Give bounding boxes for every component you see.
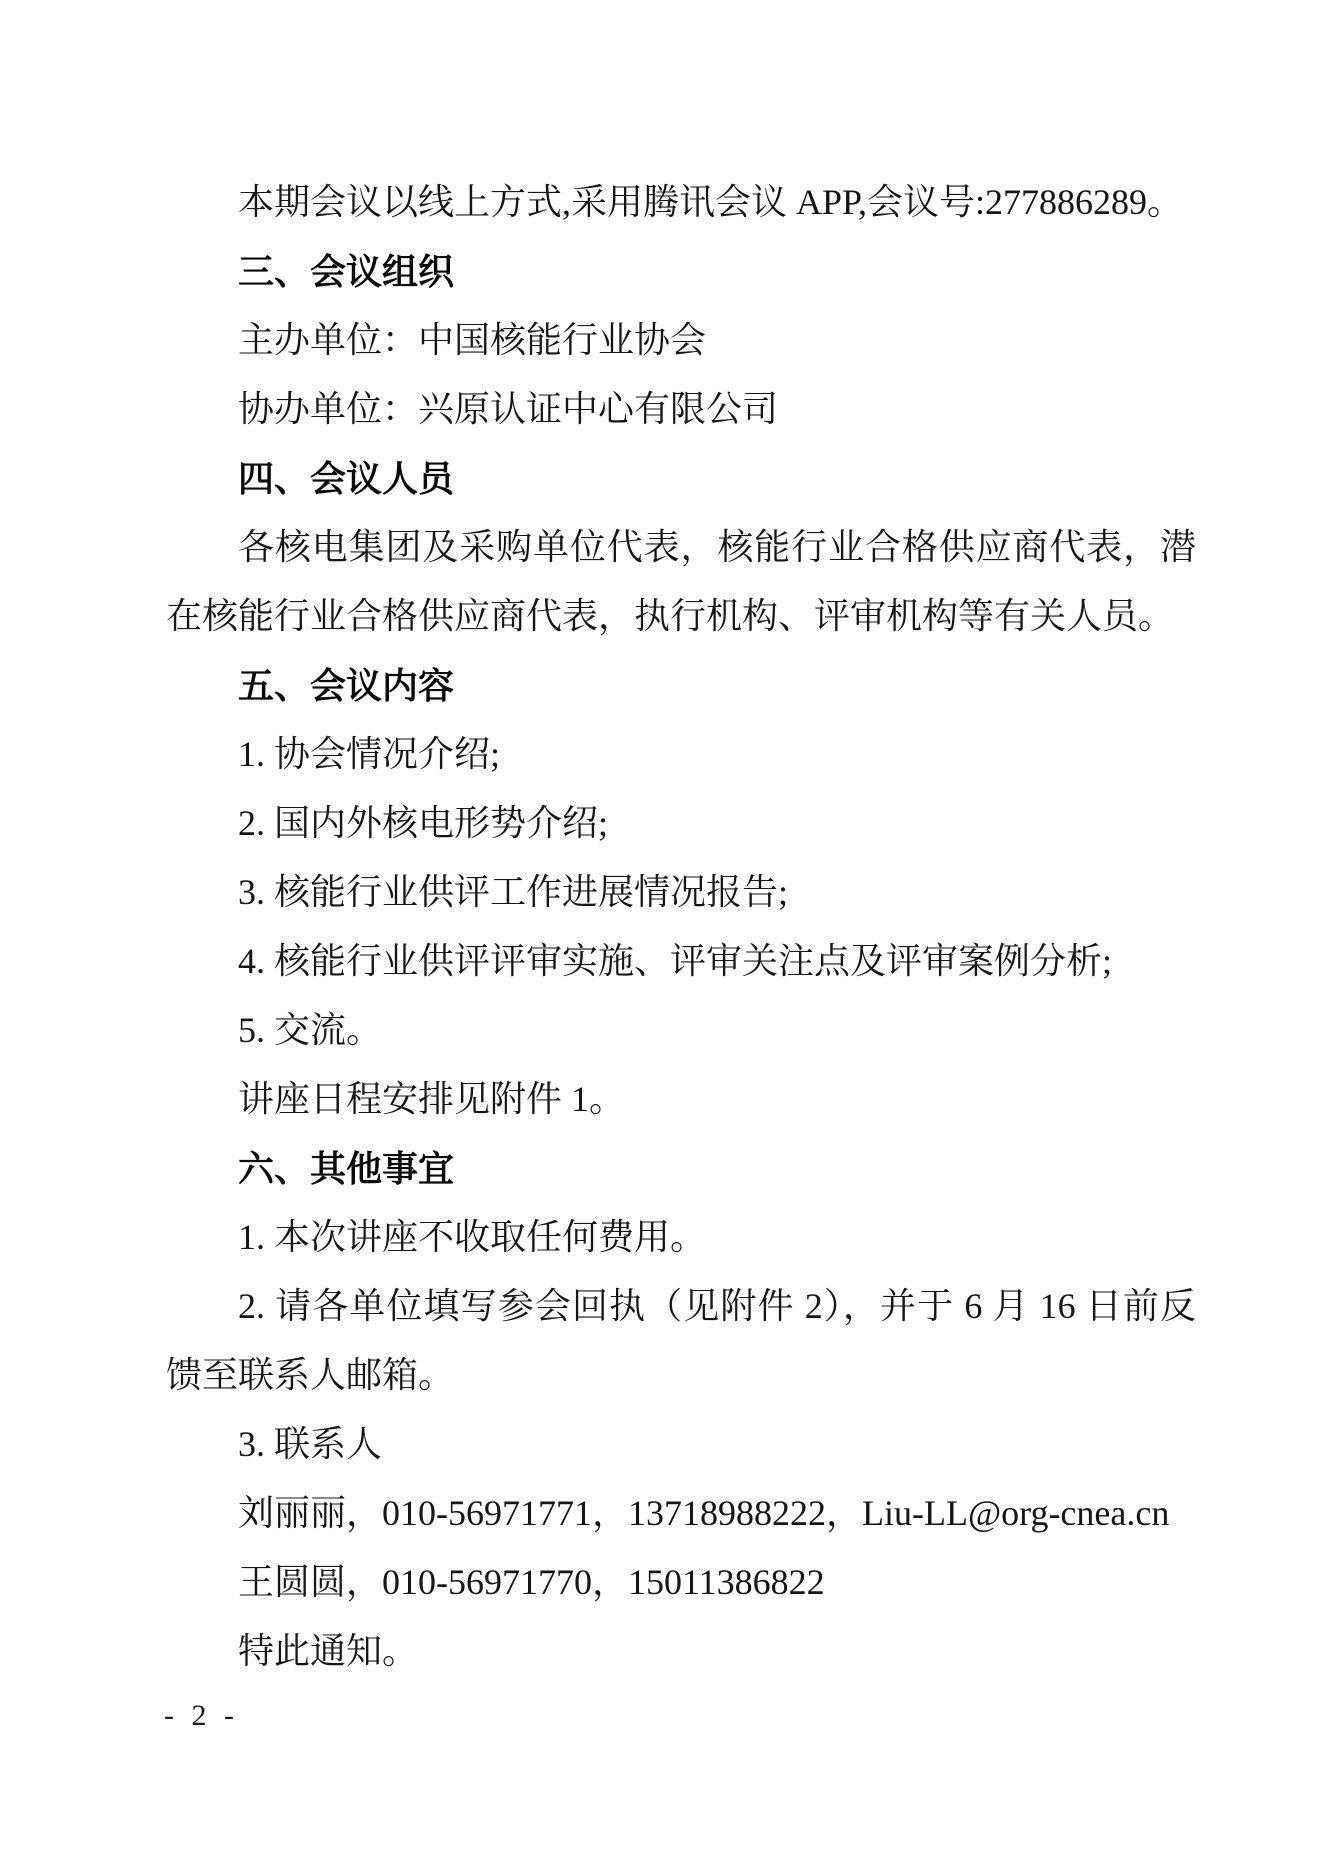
list-item-progress-report: 3. 核能行业供评工作进展情况报告; bbox=[238, 872, 789, 912]
paragraph-contacts-label: 3. 联系人 bbox=[238, 1424, 383, 1464]
list-item-no-fee: 1. 本次讲座不收取任何费用。 bbox=[238, 1217, 707, 1257]
paragraph-reply-receipt: 2. 请各单位填写参会回执（见附件 2），并于 6 月 16 日前反馈至联系人邮箱。 bbox=[166, 1286, 1196, 1395]
list-item-review-analysis: 4. 核能行业供评评审实施、评审关注点及评审案例分析; bbox=[238, 941, 1113, 981]
paragraph-notice-closing: 特此通知。 bbox=[238, 1631, 419, 1671]
paragraph-agenda-attachment: 讲座日程安排见附件 1。 bbox=[238, 1079, 626, 1119]
document-body bbox=[166, 168, 1196, 1686]
paragraph-host-unit: 主办单位：中国核能行业协会 bbox=[238, 320, 707, 360]
paragraph-participants: 各核电集团及采购单位代表，核能行业合格供应商代表，潜在核能行业合格供应商代表，执行机构、评审机构等有关人员。 bbox=[166, 527, 1196, 636]
heading-meeting-organization: 三、会议组织 bbox=[238, 251, 455, 292]
heading-meeting-content: 五、会议内容 bbox=[238, 665, 455, 706]
paragraph-contact-liu: 刘丽丽，010-56971771，13718988222，Liu-LL@org-cnea.cn bbox=[238, 1493, 1170, 1533]
list-item-association-intro: 1. 协会情况介绍; bbox=[238, 734, 501, 774]
paragraph-contact-wang: 王圆圆，010-56971770，15011386822 bbox=[238, 1562, 825, 1602]
page-number: - 2 - bbox=[164, 1699, 234, 1732]
paragraph-co-organizer: 协办单位：兴原认证中心有限公司 bbox=[238, 389, 779, 429]
paragraph-online-meeting-info: 本期会议以线上方式,采用腾讯会议 APP,会议号:277886289。 bbox=[238, 182, 1184, 222]
heading-meeting-participants: 四、会议人员 bbox=[238, 458, 455, 499]
list-item-exchange: 5. 交流。 bbox=[238, 1010, 383, 1050]
list-item-nuclear-situation: 2. 国内外核电形势介绍; bbox=[238, 803, 609, 843]
heading-other-matters: 六、其他事宜 bbox=[238, 1148, 455, 1189]
